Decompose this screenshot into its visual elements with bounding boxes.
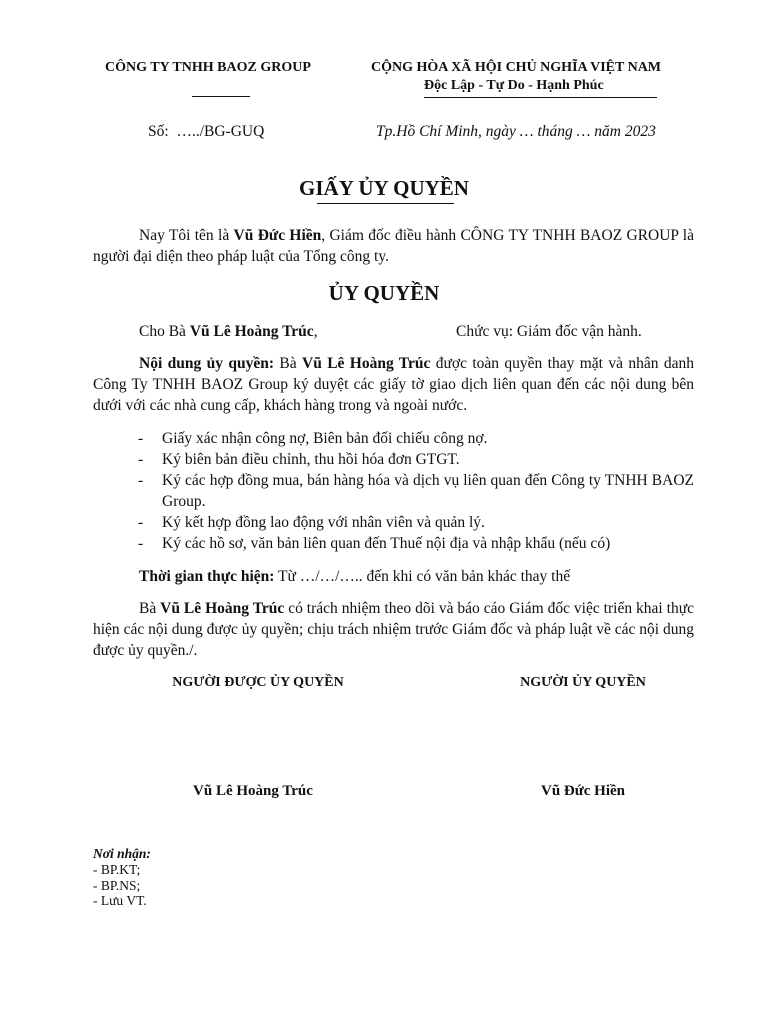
grantee-line	[139, 321, 318, 342]
nation-title: CỘNG HÒA XÃ HỘI CHỦ NGHĨA VIỆT NAM	[371, 60, 662, 75]
content-grantee-name: Vũ Lê Hoàng Trúc	[302, 355, 431, 372]
content-text: được toàn quyền thay mặt và nhân danh Công Ty TNHH BAOZ Group ký duyệt các giấy tờ giao dịch liên quan đến các nội dung bên dưới với các nhà cung cấp, khách hàng trong và ngoài nước.	[93, 355, 694, 414]
content-paragraph	[93, 353, 694, 416]
list-item: Ký các hợp đồng mua, bán hàng hóa và dịch vụ liên quan đến Công ty TNHH BAOZ Group.	[162, 472, 694, 510]
company-underline	[192, 96, 250, 97]
grantor-signature-name: Vũ Đức Hiền	[540, 783, 625, 799]
list-item: Ký các hồ sơ, văn bản liên quan đến Thuế nội địa và nhập khẩu (nếu có)	[162, 535, 611, 552]
content-label: Nội dung ủy quyền:	[139, 355, 275, 372]
recipients-label: Nơi nhận:	[93, 846, 151, 861]
list-bullet: -	[138, 451, 144, 468]
responsibility-paragraph	[93, 598, 694, 661]
list-bullet: -	[138, 535, 144, 552]
doc-number-label: Số:	[148, 123, 169, 140]
nation-motto: Độc Lập - Tự Do - Hạnh Phúc	[424, 78, 604, 93]
responsibility-name: Vũ Lê Hoàng Trúc	[160, 600, 285, 617]
time-line	[139, 566, 570, 587]
list-bullet: -	[138, 514, 144, 531]
company-name: CÔNG TY TNHH BAOZ GROUP	[105, 60, 311, 75]
recipient-item: - BP.NS;	[93, 878, 141, 893]
list-bullet: -	[138, 430, 144, 447]
grantee-position: Chức vụ: Giám đốc vận hành.	[456, 323, 642, 340]
title-underline	[317, 203, 454, 204]
section-subtitle: ỦY QUYỀN	[328, 281, 440, 305]
intro-prefix: Nay Tôi tên là	[139, 227, 234, 244]
list-item: Ký biên bản điều chỉnh, thu hồi hóa đơn GTGT.	[162, 451, 460, 468]
grantor-signature-title: NGƯỜI ỦY QUYỀN	[520, 675, 646, 690]
time-text: Từ …/…/….. đến khi có văn bản khác thay thế	[274, 568, 571, 585]
place-date: Tp.Hồ Chí Minh, ngày … tháng … năm 2023	[376, 123, 656, 140]
grantee-prefix: Cho Bà	[139, 323, 190, 340]
time-label: Thời gian thực hiện:	[139, 568, 275, 585]
grantee-signature-title: NGƯỜI ĐƯỢC ỦY QUYỀN	[172, 675, 344, 690]
document-number	[148, 121, 264, 142]
recipient-item: - Lưu VT.	[93, 893, 147, 908]
grantee-name: Vũ Lê Hoàng Trúc	[189, 323, 314, 340]
responsibility-text: có trách nhiệm theo dõi và báo cáo Giám đốc việc triển khai thực hiện các nội dung được ủy quyền; chịu trách nhiệm trước Giám đốc và pháp luật về các nội dung được ủy quyền./.	[93, 600, 695, 659]
recipient-item: - BP.KT;	[93, 862, 141, 877]
responsibility-pre: Bà	[139, 600, 161, 617]
intro-paragraph	[93, 225, 694, 267]
list-bullet: -	[138, 472, 144, 489]
list-item: Giấy xác nhận công nợ, Biên bản đối chiếu công nợ.	[162, 430, 488, 447]
doc-number-value: …../BG-GUQ	[176, 123, 265, 140]
motto-underline	[424, 97, 657, 98]
intro-suffix: , Giám đốc điều hành CÔNG TY TNHH BAOZ GROUP là người đại diện theo pháp luật của Tổng công ty.	[93, 227, 694, 265]
grantor-name: Vũ Đức Hiền	[233, 227, 322, 244]
list-item: Ký kết hợp đồng lao động với nhân viên và quản lý.	[162, 514, 485, 531]
document-title: GIẤY ỦY QUYỀN	[299, 176, 469, 200]
grantee-signature-name: Vũ Lê Hoàng Trúc	[193, 783, 313, 799]
grantee-comma: ,	[313, 323, 318, 340]
content-pre: Bà	[274, 355, 302, 372]
